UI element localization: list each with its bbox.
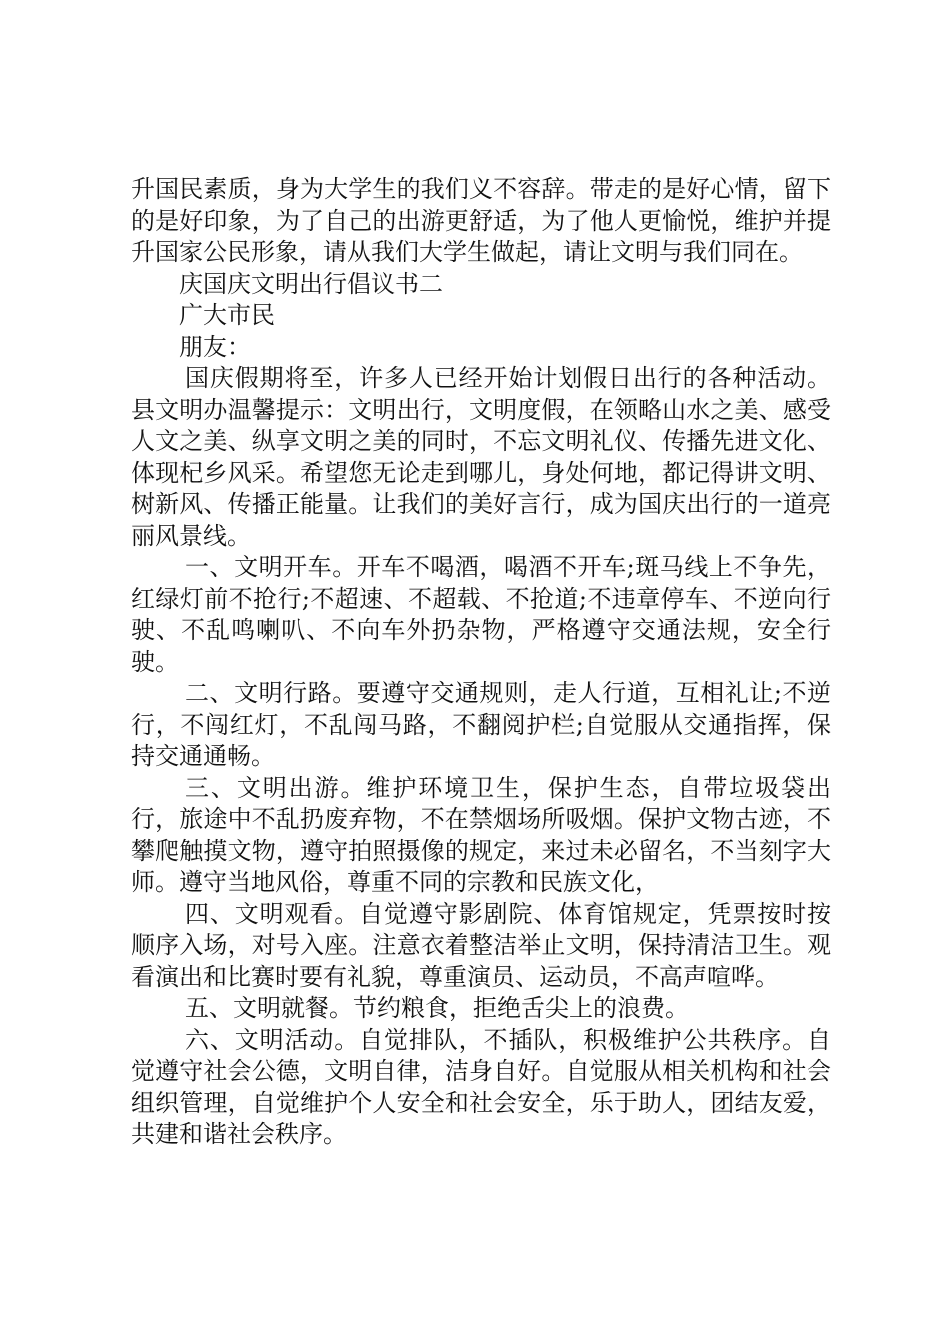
document-title: 庆国庆文明出行倡议书二 [179,269,443,298]
salutation-line-2: 朋友： [179,332,251,361]
paragraph-item-2: 二、文明行路。要遵守交通规则，走人行道，互相礼让;不逆行，不闯红灯，不乱闯马路，不翻阅护栏;自觉服从交通指挥，保持交通通畅。 [131,679,831,770]
document-body [131,174,831,1151]
paragraph-item-1: 一、文明开车。开车不喝酒，喝酒不开车;斑马线上不争先，红绿灯前不抢行;不超速、不超载、不抢道;不违章停车、不逆向行驶、不乱鸣喇叭、不向车外扔杂物，严格遵守交通法规，安全行驶。 [131,553,831,676]
paragraph-closing: 升国民素质，身为大学生的我们义不容辞。带走的是好心情，留下的是好印象，为了自己的出游更舒适，为了他人更愉悦，维护并提升国家公民形象，请从我们大学生做起，请让文明与我们同在。 [131,175,831,266]
paragraph-intro: 国庆假期将至，许多人已经开始计划假日出行的各种活动。县文明办温馨提示：文明出行，文明度假，在领略山水之美、感受人文之美、纵享文明之美的同时，不忘文明礼仪、传播先进文化、体现杞乡风采。希望您无论走到哪儿，身处何地，都记得讲文明、树新风、传播正能量。让我们的美好言行，成为国庆出行的一道亮丽风景线。 [131,364,831,550]
salutation-line-1: 广大市民 [179,301,275,329]
paragraph-item-6: 六、文明活动。自觉排队，不插队，积极维护公共秩序。自觉遵守社会公德，文明自律，洁身自好。自觉服从相关机构和社会组织管理，自觉维护个人安全和社会安全，乐于助人，团结友爱，共建和谐社会秩序。 [131,1025,831,1148]
paragraph-item-3: 三、文明出游。维护环境卫生，保护生态，自带垃圾袋出行，旅途中不乱扔废弃物，不在禁烟场所吸烟。保护文物古迹，不攀爬触摸文物，遵守拍照摄像的规定，来过未必留名，不当刻字大师。遵守当地风俗，尊重不同的宗教和民族文化， [131,773,831,896]
paragraph-item-4: 四、文明观看。自觉遵守影剧院、体育馆规定，凭票按时按顺序入场，对号入座。注意衣着整洁举止文明，保持清洁卫生。观看演出和比赛时要有礼貌，尊重演员、运动员，不高声喧哗。 [131,899,831,991]
paragraph-item-5: 五、文明就餐。节约粮食，拒绝舌尖上的浪费。 [185,994,689,1022]
